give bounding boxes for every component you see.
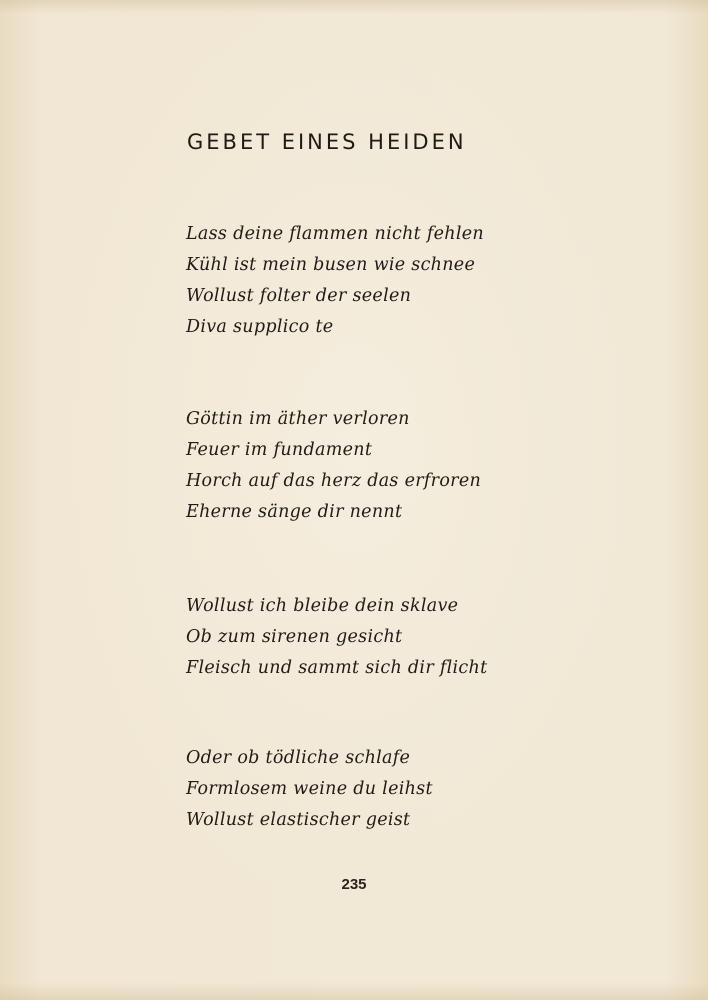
stanza-4 <box>186 743 546 836</box>
stanza-1 <box>186 219 546 343</box>
poem-line: Wollust ich bleibe dein sklave <box>186 596 459 616</box>
poem-line: Lass deine flammen nicht fehlen <box>186 224 484 244</box>
poem-line: Fleisch und sammt sich dir flicht <box>186 658 488 678</box>
poem-line: Eherne sänge dir nennt <box>186 502 403 522</box>
page-edge-bottom <box>0 982 708 1000</box>
poem-line: Horch auf das herz das erfroren <box>186 471 482 491</box>
poem-line: Diva supplico te <box>186 317 334 337</box>
poem-line: Wollust folter der seelen <box>186 286 412 306</box>
poem-line: Ob zum sirenen gesicht <box>186 627 403 647</box>
poem-line: Kühl ist mein busen wie schnee <box>186 255 476 275</box>
poem-line: Göttin im äther verloren <box>186 409 410 429</box>
poem-line: Oder ob tödliche schlafe <box>186 748 411 768</box>
stanza-3 <box>186 591 546 684</box>
poem-title: GEBET EINES HEIDEN <box>187 130 467 154</box>
page-edge-top <box>0 0 708 14</box>
poem-line: Feuer im fundament <box>186 440 373 460</box>
stanza-2 <box>186 404 546 528</box>
poem-line: Wollust elastischer geist <box>186 810 411 830</box>
poem-line: Formlosem weine du leihst <box>186 779 433 799</box>
page-number: 235 <box>341 876 367 893</box>
